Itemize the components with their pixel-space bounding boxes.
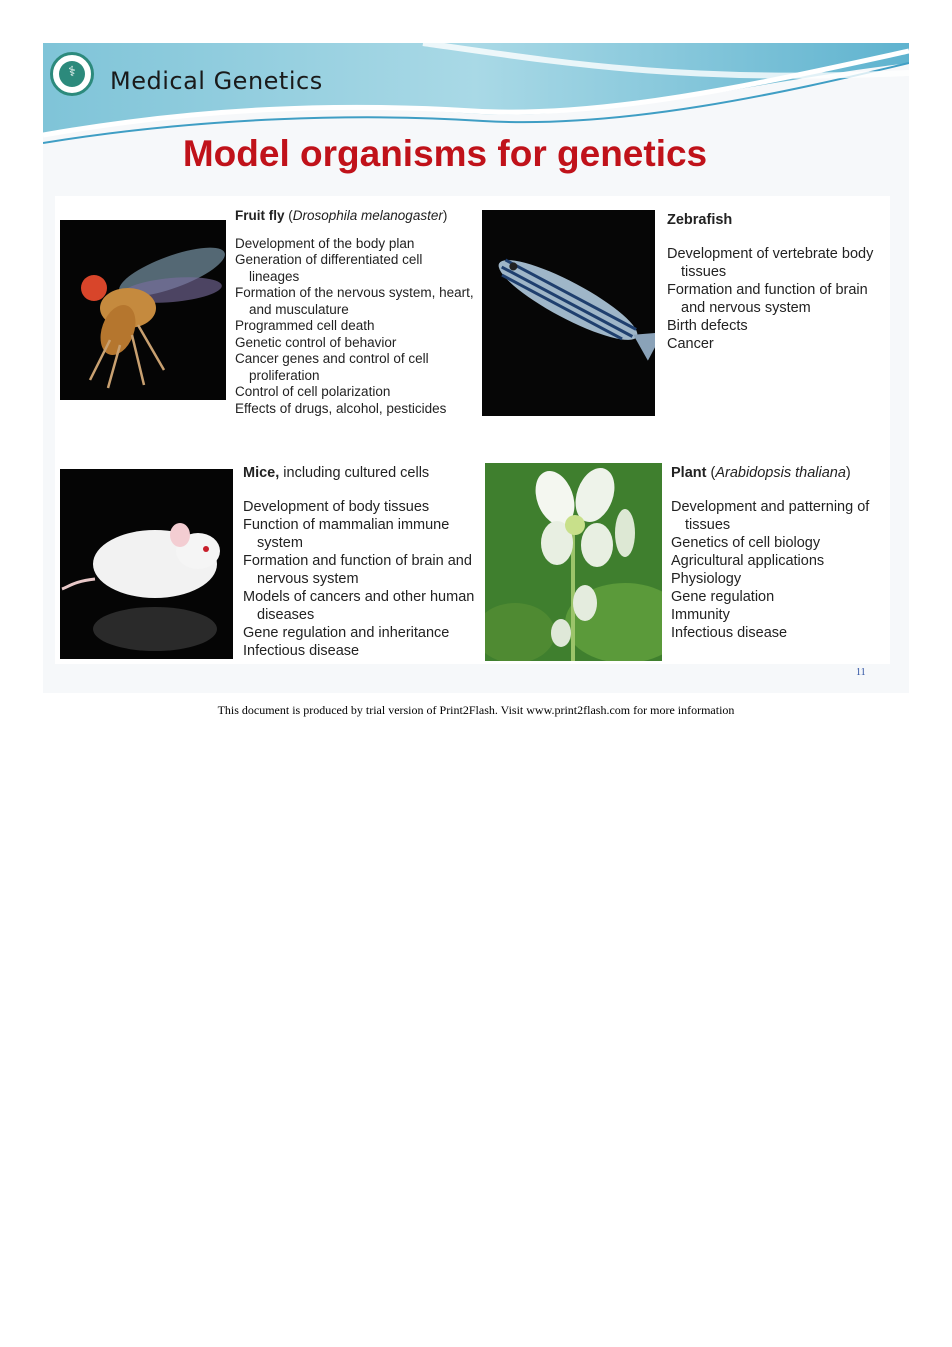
fruit-fly-heading: Fruit fly (Drosophila melanogaster) xyxy=(235,208,448,223)
mice-item: Function of mammalian immune system xyxy=(243,517,450,551)
slide xyxy=(43,43,909,693)
organisms-panel xyxy=(55,196,890,664)
plant-item: Infectious disease xyxy=(671,625,788,641)
plant-description xyxy=(671,464,891,642)
fruit-fly-item: Cancer genes and control of cell proliferation xyxy=(235,351,429,383)
plant-item: Development and patterning of tissues xyxy=(671,499,870,533)
plant-item: Genetics of cell biology xyxy=(671,535,821,551)
slide-title: Model organisms for genetics xyxy=(182,133,708,174)
fruit-fly-item: Development of the body plan xyxy=(235,235,415,251)
trial-footer: This document is produced by trial version of Print2Flash. Visit www.print2flash.com for more information xyxy=(217,703,735,717)
fruit-fly-item: Formation of the nervous system, heart, and musculature xyxy=(235,285,474,317)
zebrafish-item: Development of vertebrate body tissues xyxy=(667,246,874,280)
plant-item: Agricultural applications xyxy=(671,553,825,569)
zebrafish-item: Formation and function of brain and nervous system xyxy=(667,282,868,316)
fruit-fly-item: Programmed cell death xyxy=(235,318,375,333)
fruit-fly-item: Genetic control of behavior xyxy=(235,334,397,350)
fruit-fly-item: Control of cell polarization xyxy=(235,384,391,399)
mice-item: Development of body tissues xyxy=(243,499,430,515)
fruit-fly-item: Generation of differentiated cell lineages xyxy=(235,252,423,284)
zebrafish-item: Birth defects xyxy=(667,318,748,334)
mouse-photo xyxy=(60,469,233,659)
mice-item: Models of cancers and other human diseases xyxy=(243,589,475,623)
mice-item: Formation and function of brain and nervous system xyxy=(243,553,472,587)
header-title: Medical Genetics xyxy=(110,67,323,95)
zebrafish-description xyxy=(667,211,889,353)
zebrafish-photo xyxy=(482,210,655,416)
fruit-fly-item: Effects of drugs, alcohol, pesticides xyxy=(235,400,447,416)
plant-item: Gene regulation xyxy=(671,589,775,605)
fruit-fly-photo xyxy=(60,220,226,400)
zebrafish-item: Cancer xyxy=(667,336,714,352)
mice-item: Infectious disease xyxy=(243,643,360,659)
university-logo: ⚕ xyxy=(50,52,94,96)
plant-heading: Plant (Arabidopsis thaliana) xyxy=(671,465,851,481)
plant-item: Immunity xyxy=(671,607,730,623)
plant-item: Physiology xyxy=(671,571,742,587)
mice-item: Gene regulation and inheritance xyxy=(243,625,450,641)
mice-heading: Mice, including cultured cells xyxy=(243,465,430,481)
zebrafish-heading: Zebrafish xyxy=(667,212,733,228)
fruit-fly-description xyxy=(235,208,475,417)
plant-photo xyxy=(485,463,662,661)
mice-description xyxy=(243,464,483,660)
page-number: 11 xyxy=(856,667,866,678)
